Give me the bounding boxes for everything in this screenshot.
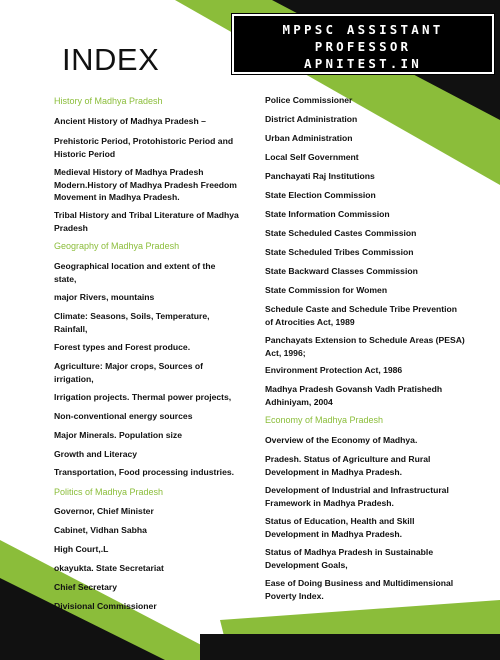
index-item: Panchayati Raj Institutions: [265, 171, 375, 181]
index-item: High Court,.L: [54, 544, 109, 554]
page-title: INDEX: [62, 42, 160, 77]
index-item: Ease of Doing Business and Multidimensional Poverty Index.: [265, 578, 454, 601]
index-item: Medieval History of Madhya Pradesh Modern.History of Madhya Pradesh Freedom Movement in Madhya Pradesh.: [54, 167, 237, 202]
index-item: Major Minerals. Population size: [54, 430, 182, 440]
index-item: Panchayats Extension to Schedule Areas (PESA) Act, 1996;: [265, 335, 465, 358]
section-heading: Economy of Madhya Pradesh: [265, 415, 384, 425]
index-item: State Scheduled Tribes Commission: [265, 247, 414, 257]
index-item: Madhya Pradesh Govansh Vadh Pratishedh Adhiniyam, 2004: [265, 384, 443, 407]
index-item: major Rivers, mountains: [54, 292, 155, 302]
banner-line-3: APNITEST.IN: [304, 56, 422, 71]
index-item: Chief Secretary: [54, 582, 118, 592]
index-item: Overview of the Economy of Madhya.: [265, 435, 418, 445]
index-item: Prehistoric Period, Protohistoric Period and Historic Period: [54, 136, 234, 159]
index-item: Police Commissioner: [265, 95, 353, 105]
index-item: Status of Madhya Pradesh in Sustainable Development Goals,: [265, 547, 434, 570]
section-heading: Politics of Madhya Pradesh: [54, 487, 164, 497]
index-item: Climate: Seasons, Soils, Temperature, Rainfall,: [54, 311, 210, 334]
index-item: Non-conventional energy sources: [54, 411, 193, 421]
index-item: Status of Education, Health and Skill Development in Madhya Pradesh.: [265, 516, 415, 539]
index-item: Schedule Caste and Schedule Tribe Prevention of Atrocities Act, 1989: [265, 304, 457, 327]
index-item: Growth and Literacy: [54, 449, 138, 459]
index-item: Transportation, Food processing industries.: [54, 467, 235, 477]
banner-line-1: MPPSC ASSISTANT: [282, 22, 444, 37]
index-item: Pradesh. Status of Agriculture and Rural Development in Madhya Pradesh.: [265, 454, 431, 477]
banner-line-2: PROFESSOR: [314, 39, 412, 54]
index-item: Local Self Government: [265, 152, 359, 162]
index-item: Geographical location and extent of the state,: [54, 261, 216, 284]
index-item: Environment Protection Act, 1986: [265, 365, 403, 375]
index-item: Divisional Commissioner: [54, 601, 157, 611]
index-item: State Information Commission: [265, 209, 390, 219]
index-item: State Election Commission: [265, 190, 376, 200]
index-item: Cabinet, Vidhan Sabha: [54, 525, 147, 535]
index-item: Governor, Chief Minister: [54, 506, 154, 516]
index-item: okayukta. State Secretariat: [54, 563, 164, 573]
index-item: Irrigation projects. Thermal power projects,: [54, 392, 232, 402]
index-item: Ancient History of Madhya Pradesh –: [54, 116, 206, 126]
index-item: State Commission for Women: [265, 285, 388, 295]
section-heading: Geography of Madhya Pradesh: [54, 241, 180, 251]
index-item: District Administration: [265, 114, 358, 124]
header-banner: [232, 14, 494, 74]
index-item: Development of Industrial and Infrastructural Framework in Madhya Pradesh.: [265, 485, 449, 508]
index-item: State Scheduled Castes Commission: [265, 228, 417, 238]
bottom-band-black: [200, 634, 500, 660]
index-item: Forest types and Forest produce.: [54, 342, 191, 352]
index-item: Tribal History and Tribal Literature of Madhya Pradesh: [54, 210, 239, 233]
index-item: Agriculture: Major crops, Sources of irrigation,: [54, 361, 203, 384]
section-heading: History of Madhya Pradesh: [54, 96, 163, 106]
index-item: State Backward Classes Commission: [265, 266, 418, 276]
index-item: Urban Administration: [265, 133, 353, 143]
